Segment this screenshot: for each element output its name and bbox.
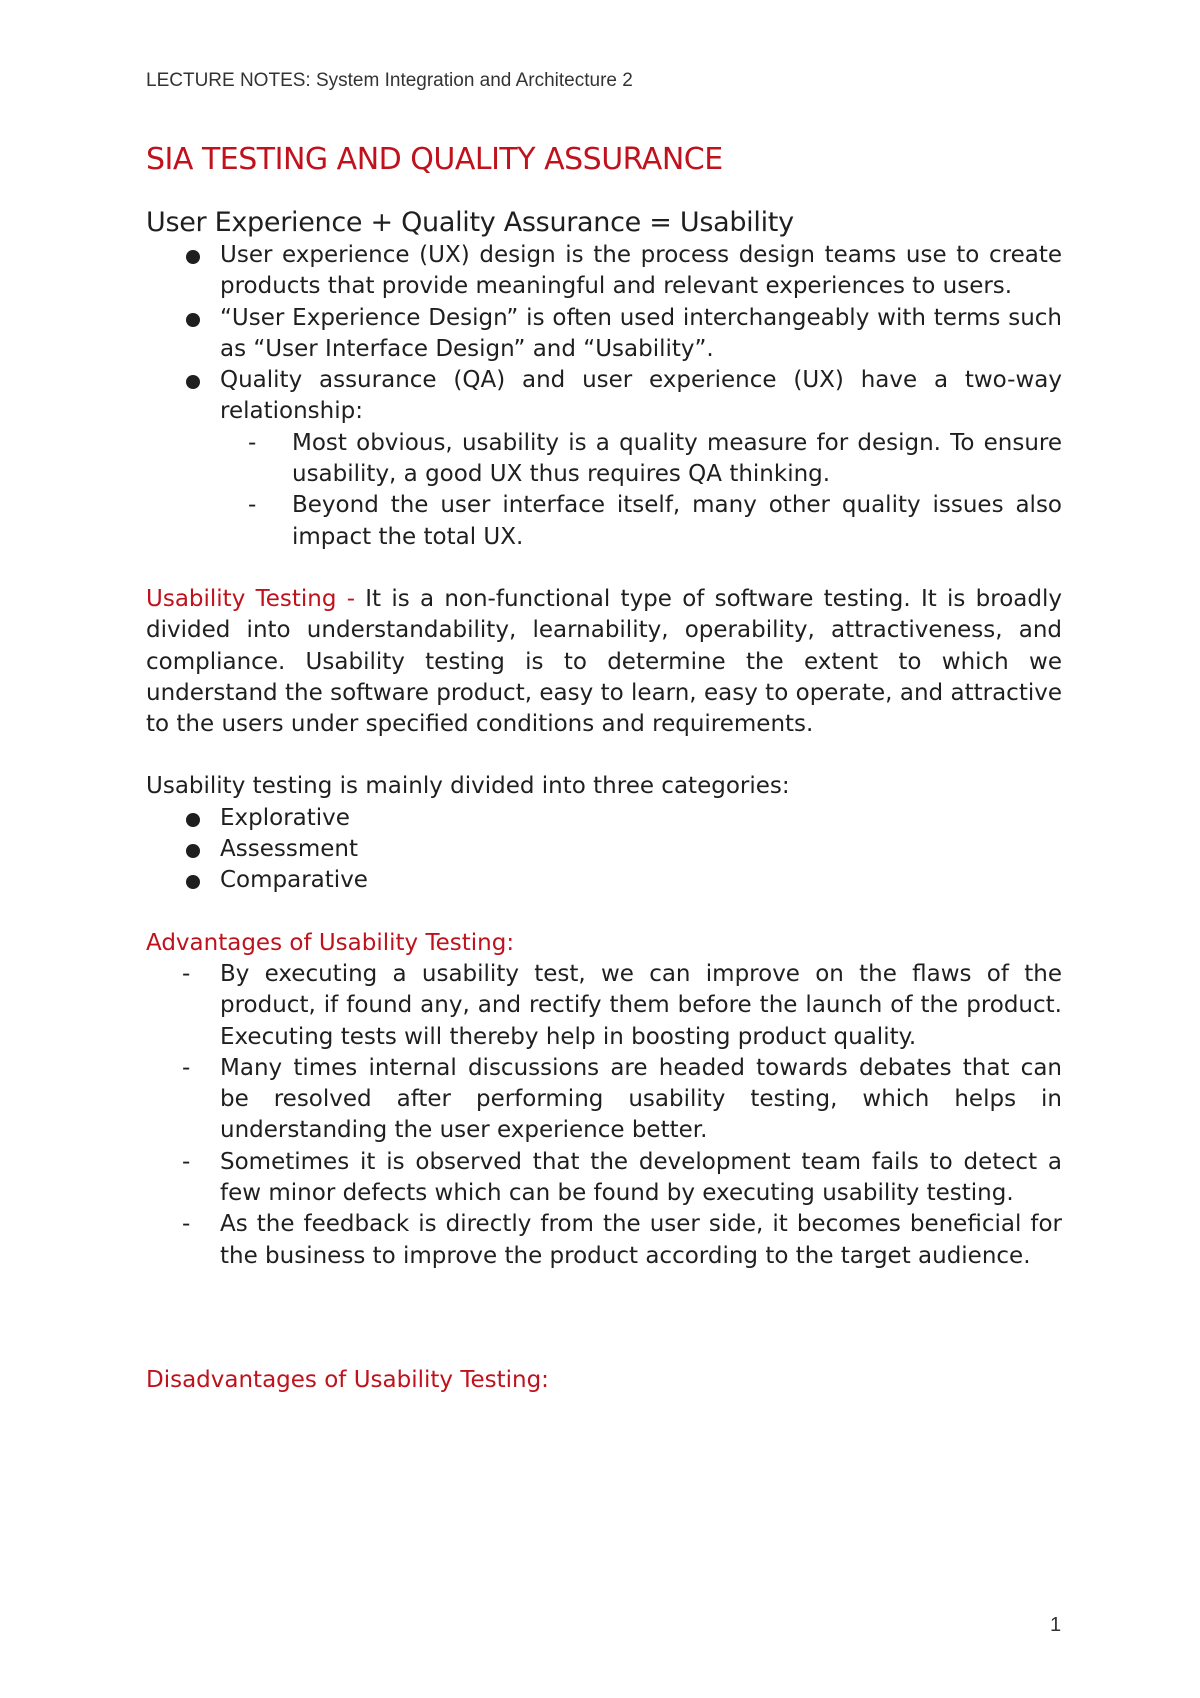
dash-icon: - <box>248 492 257 519</box>
bullet-icon <box>186 250 200 264</box>
qa-ux-sub-list <box>146 428 1062 553</box>
bullet-icon <box>186 313 200 327</box>
usability-testing-term: Usability Testing - <box>146 585 355 612</box>
document-title: SIA TESTING AND QUALITY ASSURANCE <box>146 142 723 177</box>
list-item: - By executing a usability test, we can improve on the flaws of the product, if found any, and rectify them before the launch of the product. Executing tests will thereby help in boosting product quality. <box>182 960 1062 1050</box>
list-item: - As the feedback is directly from the user side, it becomes beneficial for the business to improve the product according to the target audience. <box>182 1211 1062 1269</box>
page-number: 1 <box>1050 1614 1062 1636</box>
list-item: User experience (UX) design is the process design teams use to create products that provide meaningful and relevant experiences to users. <box>146 240 1062 303</box>
bullet-icon <box>186 375 200 389</box>
bullet-icon <box>186 844 200 858</box>
dash-icon: - <box>182 1148 191 1175</box>
list-item: Comparative <box>146 865 1062 896</box>
disadvantages-heading: Disadvantages of Usability Testing: <box>146 1366 549 1393</box>
list-item: - Most obvious, usability is a quality measure for design. To ensure usability, a good UX thus requires QA thinking. <box>248 429 1062 488</box>
dash-icon: - <box>248 429 257 456</box>
section-heading-ux-qa: User Experience + Quality Assurance = Usability <box>146 207 794 238</box>
categories-intro: Usability testing is mainly divided into three categories: <box>146 773 790 800</box>
bullet-icon <box>186 875 200 889</box>
categories-list <box>146 803 1062 897</box>
list-item: - Many times internal discussions are headed towards debates that can be resolved after performing usability testing, which helps in understanding the user experience better. <box>182 1054 1062 1144</box>
page-header: LECTURE NOTES: System Integration and Architecture 2 <box>146 70 633 91</box>
list-item: Assessment <box>146 834 1062 865</box>
bullet-icon <box>186 813 200 827</box>
dash-icon: - <box>182 1211 191 1238</box>
ux-qa-bullet-list <box>146 240 1062 428</box>
dash-icon: - <box>182 1054 191 1081</box>
list-item: Explorative <box>146 803 1062 834</box>
list-item: “User Experience Design” is often used interchangeably with terms such as “User Interface Design” and “Usability”. <box>146 303 1062 366</box>
list-item: - Beyond the user interface itself, many other quality issues also impact the total UX. <box>248 492 1062 550</box>
usability-testing-definition: It is a non-functional type of software testing. It is broadly divided into understandability, learnability, operability, attractiveness, and compliance. Usability testing is to determine the extent to which we understand the software product, easy to learn, easy to operate, and attractive to the users under specified conditions and requirements. <box>146 585 1062 738</box>
page-content <box>146 142 1062 1396</box>
list-item: - Sometimes it is observed that the development team fails to detect a few minor defects which can be found by executing usability testing. <box>182 1148 1062 1207</box>
usability-testing-paragraph <box>146 584 1062 740</box>
dash-icon: - <box>182 960 191 987</box>
advantages-list <box>146 959 1062 1272</box>
list-item: Quality assurance (QA) and user experience (UX) have a two-way relationship: <box>146 365 1062 428</box>
advantages-heading: Advantages of Usability Testing: <box>146 929 515 956</box>
